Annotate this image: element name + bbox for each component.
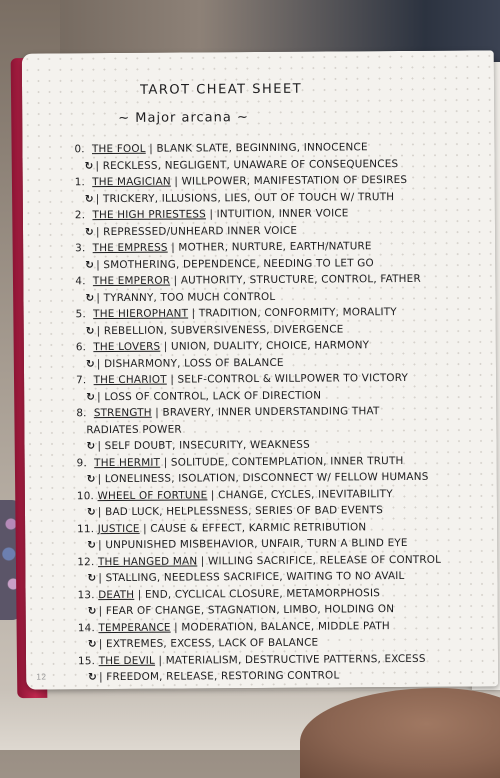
card-number: 9. — [76, 456, 88, 469]
card-name: THE DEVIL — [98, 654, 156, 667]
card-number: 8. — [76, 407, 87, 420]
upright-meaning: WILLPOWER, MANIFESTATION OF DESIRES — [181, 173, 408, 188]
reversed-meaning: SMOTHERING, DEPENDENCE, NEEDING TO LET GO — [103, 256, 374, 271]
upright-meaning: MODERATION, BALANCE, MIDDLE PATH — [181, 619, 390, 634]
card-name: THE HIGH PRIESTESS — [92, 208, 206, 222]
reversed-icon: ↻ — [85, 258, 95, 271]
card-number: 5. — [75, 308, 86, 321]
arcana-reversed-line: ↻ | EXTREMES, EXCESS, LACK OF BALANCE — [87, 636, 319, 651]
arcana-entry — [77, 518, 497, 554]
arcana-entry — [78, 650, 498, 686]
upright-meaning: MATERIALISM, DESTRUCTIVE PATTERNS, EXCESS — [165, 652, 426, 667]
arcana-upright-line: 12. THE HANGED MAN | WILLING SACRIFICE, RELEASE OF CONTROL — [77, 551, 497, 570]
reversed-meaning: RECKLESS, NEGLIGENT, UNAWARE OF CONSEQUENCES — [102, 157, 399, 172]
reversed-icon: ↻ — [86, 440, 96, 453]
reversed-meaning: TRICKERY, ILLUSIONS, LIES, OUT OF TOUCH W/ TRUTH — [102, 190, 395, 205]
reversed-meaning: TYRANNY, TOO MUCH CONTROL — [103, 290, 276, 304]
upright-meaning: CAUSE & EFFECT, KARMIC RETRIBUTION — [150, 520, 367, 535]
arcana-upright-line: 10. WHEEL OF FORTUNE | CHANGE, CYCLES, INEVITABILITY — [77, 485, 497, 504]
reversed-meaning: REPRESSED/UNHEARD INNER VOICE — [103, 224, 298, 238]
arcana-reversed-line: ↻ | REPRESSED/UNHEARD INNER VOICE — [84, 224, 298, 238]
reversed-icon: ↻ — [85, 324, 95, 337]
card-number: 1. — [74, 176, 86, 189]
arcana-upright-line: 2. THE HIGH PRIESTESS | INTUITION, INNER VOICE — [75, 204, 495, 223]
reversed-icon: ↻ — [86, 506, 96, 519]
arcana-reversed-line: ↻ | REBELLION, SUBVERSIVENESS, DIVERGENCE — [85, 322, 344, 337]
arcana-upright-line: 11. JUSTICE | CAUSE & EFFECT, KARMIC RETRIBUTION — [77, 518, 497, 537]
arcana-entry — [76, 402, 496, 454]
upright-meaning: WILLING SACRIFICE, RELEASE OF CONTROL — [207, 553, 442, 567]
card-number: 6. — [75, 341, 87, 354]
arcana-upright-line: 7. THE CHARIOT | SELF-CONTROL & WILLPOWER TO VICTORY — [76, 369, 496, 388]
reversed-icon: ↻ — [87, 638, 97, 651]
arcana-reversed-line: ↻ | RECKLESS, NEGLIGENT, UNAWARE OF CONSEQUENCES — [84, 157, 399, 172]
card-name: THE HANGED MAN — [97, 554, 198, 568]
reversed-meaning: SELF DOUBT, INSECURITY, WEAKNESS — [104, 438, 310, 453]
reversed-icon: ↻ — [87, 605, 97, 618]
arcana-upright-line: 3. THE EMPRESS | MOTHER, NURTURE, EARTH/NATURE — [75, 237, 495, 256]
upright-meaning: INTUITION, INNER VOICE — [216, 207, 349, 221]
arcana-entry — [75, 270, 495, 306]
card-name: WHEEL OF FORTUNE — [97, 488, 208, 502]
arcana-upright-line: 9. THE HERMIT | SOLITUDE, CONTEMPLATION, INNER TRUTH — [77, 452, 497, 471]
upright-meaning: BLANK SLATE, BEGINNING, INNOCENCE — [156, 141, 368, 155]
arcana-entry — [75, 204, 495, 240]
upright-meaning: CHANGE, CYCLES, INEVITABILITY — [218, 487, 393, 501]
card-name: DEATH — [98, 588, 135, 601]
reversed-meaning: BAD LUCK, HELPLESSNESS, SERIES OF BAD EVENTS — [105, 504, 384, 519]
arcana-reversed-line: ↻ | BAD LUCK, HELPLESSNESS, SERIES OF BAD EVENTS — [86, 504, 384, 519]
card-number: 10. — [76, 489, 95, 502]
card-name: THE EMPEROR — [92, 274, 171, 288]
arcana-entry — [76, 336, 496, 372]
page-number: 12 — [36, 672, 47, 682]
arcana-entry — [78, 584, 498, 620]
card-name: THE FOOL — [91, 142, 146, 156]
arcana-upright-line: 1. THE MAGICIAN | WILLPOWER, MANIFESTATION OF DESIRES — [75, 171, 495, 190]
card-name: THE EMPRESS — [92, 241, 168, 255]
card-number: 13. — [77, 588, 95, 601]
arcana-upright-line: 6. THE LOVERS | UNION, DUALITY, CHOICE, HARMONY — [76, 336, 496, 355]
arcana-list — [74, 138, 498, 685]
upright-meaning: AUTHORITY, STRUCTURE, CONTROL, FATHER — [180, 272, 421, 287]
arcana-reversed-line: ↻ | SELF DOUBT, INSECURITY, WEAKNESS — [86, 438, 310, 453]
reversed-icon: ↻ — [86, 473, 96, 486]
arcana-reversed-line: ↻ | UNPUNISHED MISBEHAVIOR, UNFAIR, TURN A BLIND EYE — [87, 536, 408, 552]
arcana-reversed-line: ↻ | FEAR OF CHANGE, STAGNATION, LIMBO, HOLDING ON — [87, 603, 395, 618]
arcana-entry — [76, 369, 496, 405]
upright-meaning: SOLITUDE, CONTEMPLATION, INNER TRUTH — [170, 454, 404, 469]
arcana-reversed-line: ↻ | FREEDOM, RELEASE, RESTORING CONTROL — [88, 669, 340, 684]
arcana-reversed-line: ↻ | TRICKERY, ILLUSIONS, LIES, OUT OF TOUCH W/ TRUTH — [84, 190, 395, 205]
card-name: THE HERMIT — [94, 456, 161, 469]
card-number: 14. — [77, 621, 95, 634]
reversed-icon: ↻ — [87, 572, 97, 585]
arcana-upright-continued: RADIATES POWER — [86, 423, 182, 436]
arcana-entry — [77, 485, 497, 521]
reversed-meaning: UNPUNISHED MISBEHAVIOR, UNFAIR, TURN A BLIND EYE — [105, 536, 408, 552]
card-name: THE LOVERS — [93, 340, 161, 354]
page-title: TAROT CHEAT SHEET — [139, 81, 303, 98]
reversed-icon: ↻ — [84, 159, 94, 172]
card-name: TEMPERANCE — [98, 621, 171, 634]
card-number: 2. — [74, 209, 86, 222]
arcana-reversed-line: ↻ | LOSS OF CONTROL, LACK OF DIRECTION — [86, 389, 322, 403]
card-name: THE MAGICIAN — [92, 175, 171, 189]
card-number: 7. — [76, 374, 87, 387]
upright-meaning: UNION, DUALITY, CHOICE, HARMONY — [170, 339, 370, 353]
card-number: 15. — [77, 654, 96, 667]
card-number: 0. — [74, 143, 85, 156]
arcana-upright-line: 13. DEATH | END, CYCLICAL CLOSURE, METAMORPHOSIS — [78, 584, 498, 603]
arcana-entry — [76, 303, 496, 339]
upright-meaning: MOTHER, NURTURE, EARTH/NATURE — [178, 240, 372, 254]
arcana-entry — [78, 617, 498, 653]
card-name: THE CHARIOT — [93, 373, 167, 387]
reversed-icon: ↻ — [84, 192, 94, 205]
reversed-meaning: FEAR OF CHANGE, STAGNATION, LIMBO, HOLDING ON — [105, 603, 395, 618]
card-name: STRENGTH — [93, 406, 152, 420]
card-number: 11. — [77, 522, 95, 535]
reversed-icon: ↻ — [85, 291, 95, 304]
card-name: JUSTICE — [97, 522, 140, 535]
reversed-icon: ↻ — [84, 225, 94, 238]
reversed-meaning: EXTREMES, EXCESS, LACK OF BALANCE — [105, 636, 319, 651]
reversed-meaning: STALLING, NEEDLESS SACRIFICE, WAITING TO NO AVAIL — [105, 569, 405, 585]
reversed-icon: ↻ — [86, 390, 96, 403]
reversed-icon: ↻ — [88, 671, 98, 684]
reversed-icon: ↻ — [87, 539, 97, 552]
reversed-meaning: LOSS OF CONTROL, LACK OF DIRECTION — [104, 389, 322, 403]
arcana-entry — [75, 171, 495, 207]
card-number: 4. — [75, 275, 86, 288]
card-name: THE HIEROPHANT — [93, 307, 189, 321]
arcana-reversed-line: ↻ | LONELINESS, ISOLATION, DISCONNECT W/ FELLOW HUMANS — [86, 470, 429, 486]
reversed-icon: ↻ — [85, 357, 95, 370]
arcana-reversed-line: ↻ | STALLING, NEEDLESS SACRIFICE, WAITING TO NO AVAIL — [87, 569, 405, 585]
notebook-page — [22, 50, 498, 689]
arcana-entry — [75, 237, 495, 273]
reversed-meaning: DISHARMONY, LOSS OF BALANCE — [104, 356, 284, 370]
arcana-upright-line: 4. THE EMPEROR | AUTHORITY, STRUCTURE, CONTROL, FATHER — [75, 270, 495, 289]
arcana-entry — [77, 551, 497, 587]
arcana-upright-line: 14. TEMPERANCE | MODERATION, BALANCE, MIDDLE PATH — [78, 617, 498, 636]
upright-meaning: END, CYCLICAL CLOSURE, METAMORPHOSIS — [144, 586, 381, 601]
card-number: 3. — [75, 242, 86, 255]
arcana-upright-line: 15. THE DEVIL | MATERIALISM, DESTRUCTIVE PATTERNS, EXCESS — [78, 650, 498, 669]
upright-meaning: TRADITION, CONFORMITY, MORALITY — [198, 306, 397, 320]
arcana-reversed-line: ↻ | SMOTHERING, DEPENDENCE, NEEDING TO LET GO — [85, 256, 374, 271]
arcana-upright-line: 0. THE FOOL | BLANK SLATE, BEGINNING, INNOCENCE — [74, 138, 494, 157]
arcana-reversed-line: ↻ | DISHARMONY, LOSS OF BALANCE — [85, 356, 284, 370]
upright-meaning: SELF-CONTROL & WILLPOWER TO VICTORY — [177, 371, 409, 386]
reversed-meaning: FREEDOM, RELEASE, RESTORING CONTROL — [106, 669, 340, 684]
arcana-upright-line: 5. THE HIEROPHANT | TRADITION, CONFORMITY, MORALITY — [76, 303, 496, 322]
arcana-entry — [74, 138, 494, 174]
card-number: 12. — [77, 555, 95, 568]
arcana-entry — [77, 452, 497, 488]
reversed-meaning: REBELLION, SUBVERSIVENESS, DIVERGENCE — [103, 322, 344, 337]
arcana-upright-line: 8. STRENGTH | BRAVERY, INNER UNDERSTANDING THAT — [76, 402, 496, 421]
reversed-meaning: LONELINESS, ISOLATION, DISCONNECT W/ FELLOW HUMANS — [104, 470, 429, 486]
page-subtitle: ~ Major arcana ~ — [118, 110, 249, 126]
arcana-reversed-line: ↻ | TYRANNY, TOO MUCH CONTROL — [85, 290, 276, 304]
upright-meaning: BRAVERY, INNER UNDERSTANDING THAT — [162, 405, 380, 419]
